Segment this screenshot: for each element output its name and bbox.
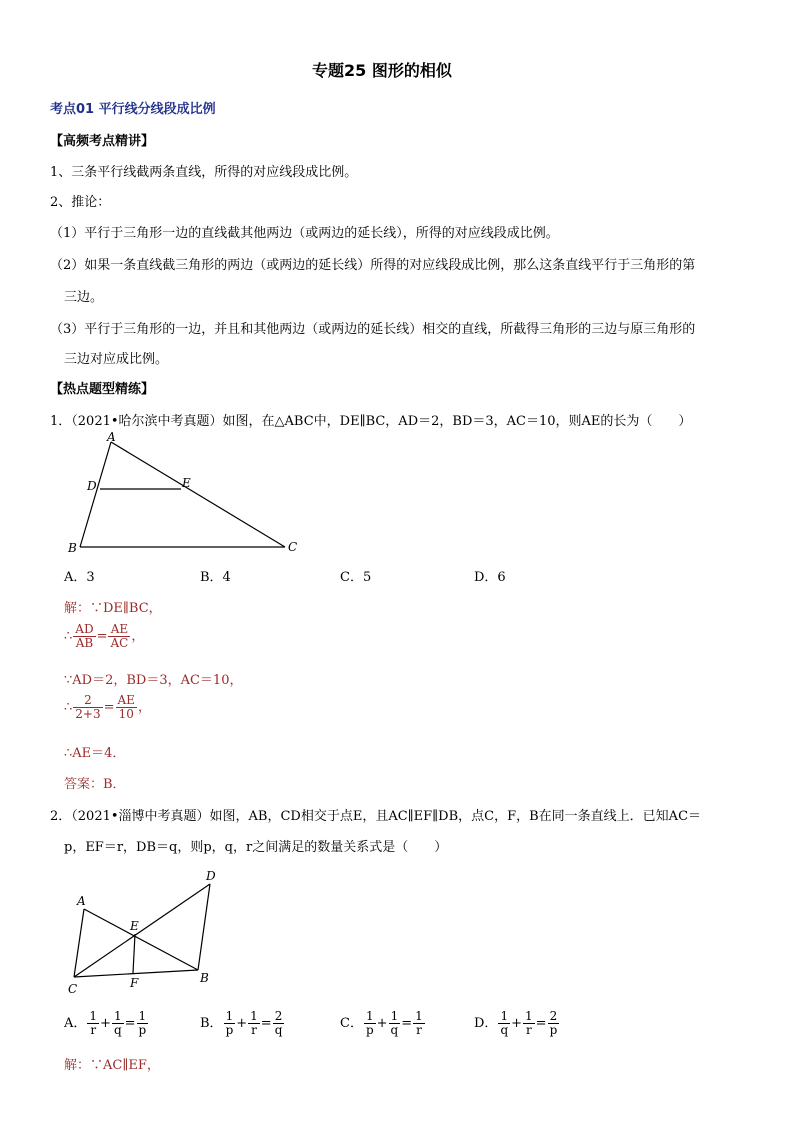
segment-ac	[74, 909, 84, 977]
corollary-3-line1: （3）平行于三角形的一边，并且和其他两边（或两边的延长线）相交的直线，所截得三角形的三边与原三角形的	[50, 322, 696, 337]
label-d: D	[206, 869, 216, 883]
question-1-figure	[60, 432, 310, 560]
label-c: C	[288, 540, 298, 554]
q2-solution-line1: 解：∵AC∥EF，	[64, 1058, 160, 1073]
label-c: C	[68, 982, 78, 996]
question-2-text-line1: 2．（2021•淄博中考真题）如图，AB，CD相交于点E，且AC∥EF∥DB，点C，F，B在同一条直线上．已知AC＝	[50, 809, 702, 824]
fraction-ae-10: $\frac{AE}{10}$	[117, 693, 135, 722]
segment-ab	[84, 909, 198, 970]
topic-heading: 考点01 平行线分线段成比例	[50, 102, 216, 117]
q1-solution-line5: ∴AE＝4．	[64, 746, 126, 761]
label-b: B	[68, 541, 77, 555]
label-d: D	[87, 479, 97, 493]
segment-ef	[133, 934, 135, 973]
q1-option-a: A．3	[64, 570, 95, 585]
q2-option-a: A． $\frac{1}{r}$ + $\frac{1}{q}$ = $\frac{1}{p}$	[64, 1009, 147, 1038]
question-2-figure	[60, 862, 230, 1002]
segment-ab	[80, 442, 111, 547]
label-e: E	[130, 919, 139, 933]
question-2-text-line2: p，EF＝r，DB＝q，则p，q，r之间满足的数量关系式是（ ）	[64, 840, 448, 855]
q1-solution-line3: ∵AD＝2，BD＝3，AC＝10，	[64, 673, 243, 688]
q1-answer: 答案：B．	[64, 777, 126, 792]
q1-solution-line2: ∴ $\frac{AD}{AB}$ = $\frac{AE}{AC}$ ，	[64, 622, 145, 651]
q1-option-c: C．5	[340, 570, 372, 585]
point-1: 1、三条平行线截两条直线，所得的对应线段成比例。	[50, 165, 358, 180]
q1-solution-line1: 解：∵DE∥BC，	[64, 601, 162, 616]
segment-ac	[111, 442, 285, 547]
point-2: 2、推论：	[50, 195, 111, 210]
segment-cd	[74, 884, 210, 977]
q2-option-b: B． $\frac{1}{p}$ + $\frac{1}{r}$ = $\frac{2}{q}$	[200, 1009, 283, 1038]
corollary-2-line2: 三边。	[64, 290, 104, 305]
q1-option-b: B．4	[200, 570, 231, 585]
q1-solution-line4: ∴ $\frac{2}{2+3}$ = $\frac{AE}{10}$ ，	[64, 693, 151, 722]
label-b: B	[200, 971, 209, 985]
q2-option-d: D． $\frac{1}{q}$ + $\frac{1}{r}$ = $\frac{2}{p}$	[474, 1009, 558, 1038]
q1-option-d: D．6	[474, 570, 506, 585]
page-title: 专题25 图形的相似	[312, 61, 452, 80]
label-a: A	[107, 432, 116, 444]
q2-option-c: C． $\frac{1}{p}$ + $\frac{1}{q}$ = $\frac{1}{r}$	[340, 1009, 423, 1038]
fraction-ad-ab: $\frac{AD}{AB}$	[75, 622, 94, 651]
fraction-2-over-2plus3: $\frac{2}{2+3}$	[75, 693, 101, 722]
fraction-ae-ac: $\frac{AE}{AC}$	[110, 622, 129, 651]
segment-db	[198, 884, 210, 970]
therefore-symbol: ∴	[64, 629, 73, 645]
section-lecture-heading: 【高频考点精讲】	[50, 134, 155, 149]
corollary-2-line1: （2）如果一条直线截三角形的两边（或两边的延长线）所得的对应线段成比例，那么这条直线平行于三角形的第	[50, 258, 696, 273]
question-1-text: 1．（2021•哈尔滨中考真题）如图，在△ABC中，DE∥BC，AD＝2，BD＝3，AC＝10，则AE的长为（ ）	[50, 414, 692, 429]
corollary-1: （1）平行于三角形一边的直线截其他两边（或两边的延长线），所得的对应线段成比例。	[50, 226, 559, 241]
label-e: E	[182, 476, 191, 490]
section-practice-heading: 【热点题型精练】	[50, 382, 155, 397]
corollary-3-line2: 三边对应成比例。	[64, 352, 169, 367]
label-f: F	[130, 976, 139, 990]
label-a: A	[77, 894, 86, 908]
